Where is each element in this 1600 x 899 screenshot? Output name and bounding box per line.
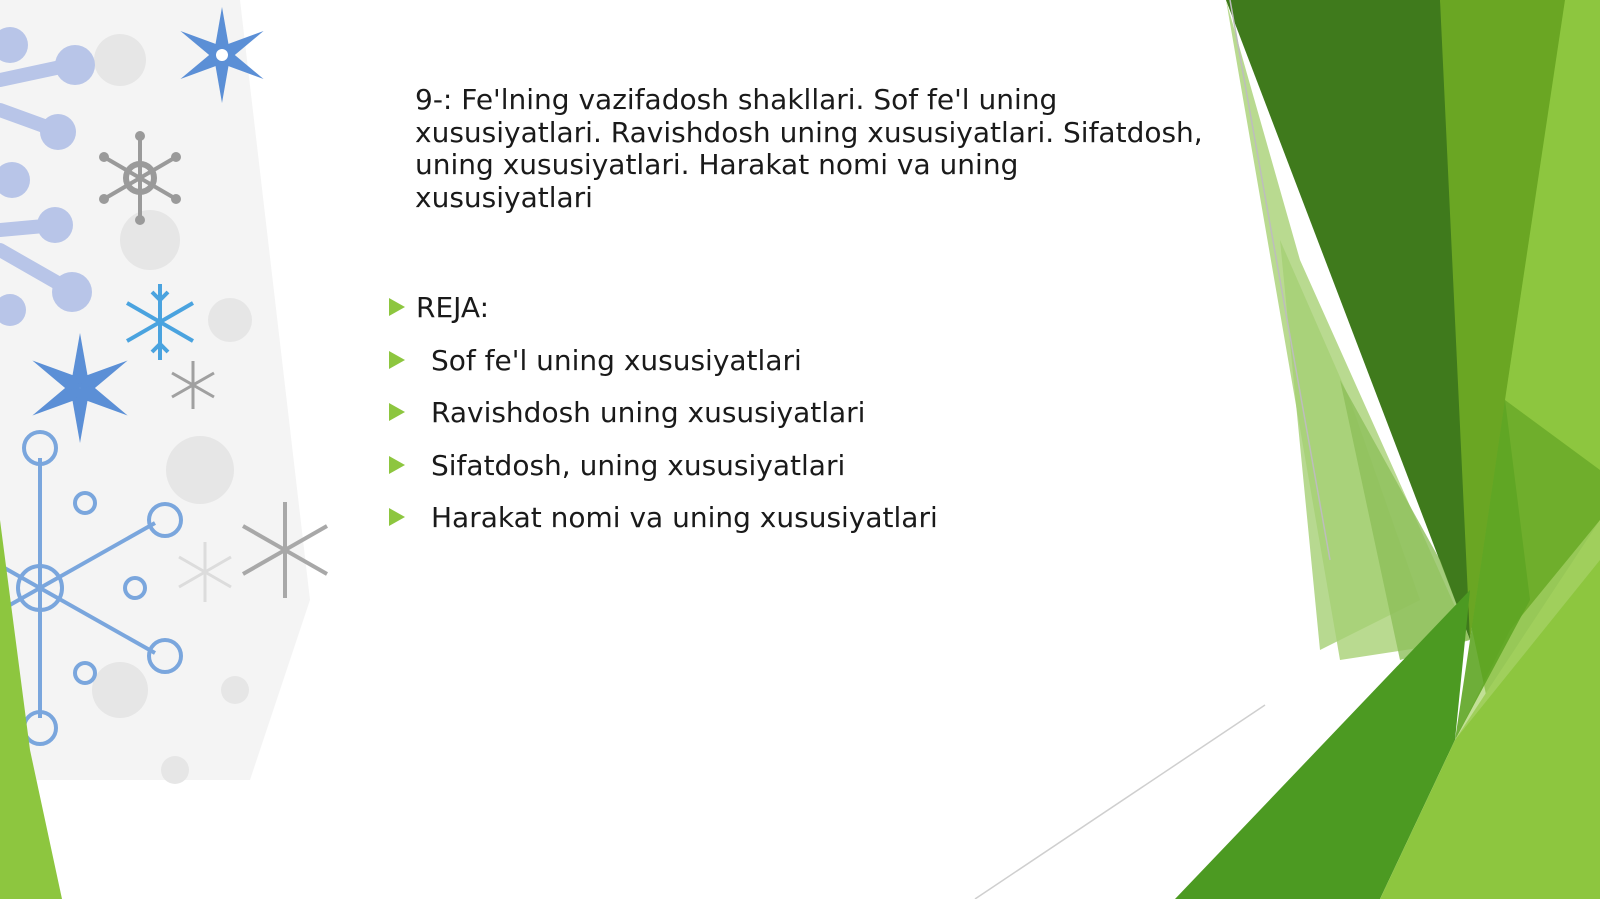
triangle-bullet-icon xyxy=(389,456,405,474)
triangle-bullet-icon xyxy=(389,508,405,526)
bullet-text: Sifatdosh, uning xususiyatlari xyxy=(431,448,846,482)
triangle-bullet-icon xyxy=(389,351,405,369)
bullet-text: Harakat nomi va uning xususiyatlari xyxy=(431,501,938,534)
triangle-bullet-icon xyxy=(389,298,405,316)
bullet-text: Sof fe'l uning xususiyatlari xyxy=(431,343,802,377)
slide-title: 9-: Fe'lning vazifadosh shakllari. Sof fe'l uning xususiyatlari. Ravishdosh uning xususiyatlari. Sifatdosh, uning xususiyatlari. Harakat nomi va uning xususiyatlari xyxy=(415,83,1203,214)
triangle-bullet-icon xyxy=(389,403,405,421)
bullet-text: REJA: xyxy=(416,291,490,324)
bullet-text: Ravishdosh uning xususiyatlari xyxy=(431,396,866,429)
snowflake-panel xyxy=(0,0,327,784)
